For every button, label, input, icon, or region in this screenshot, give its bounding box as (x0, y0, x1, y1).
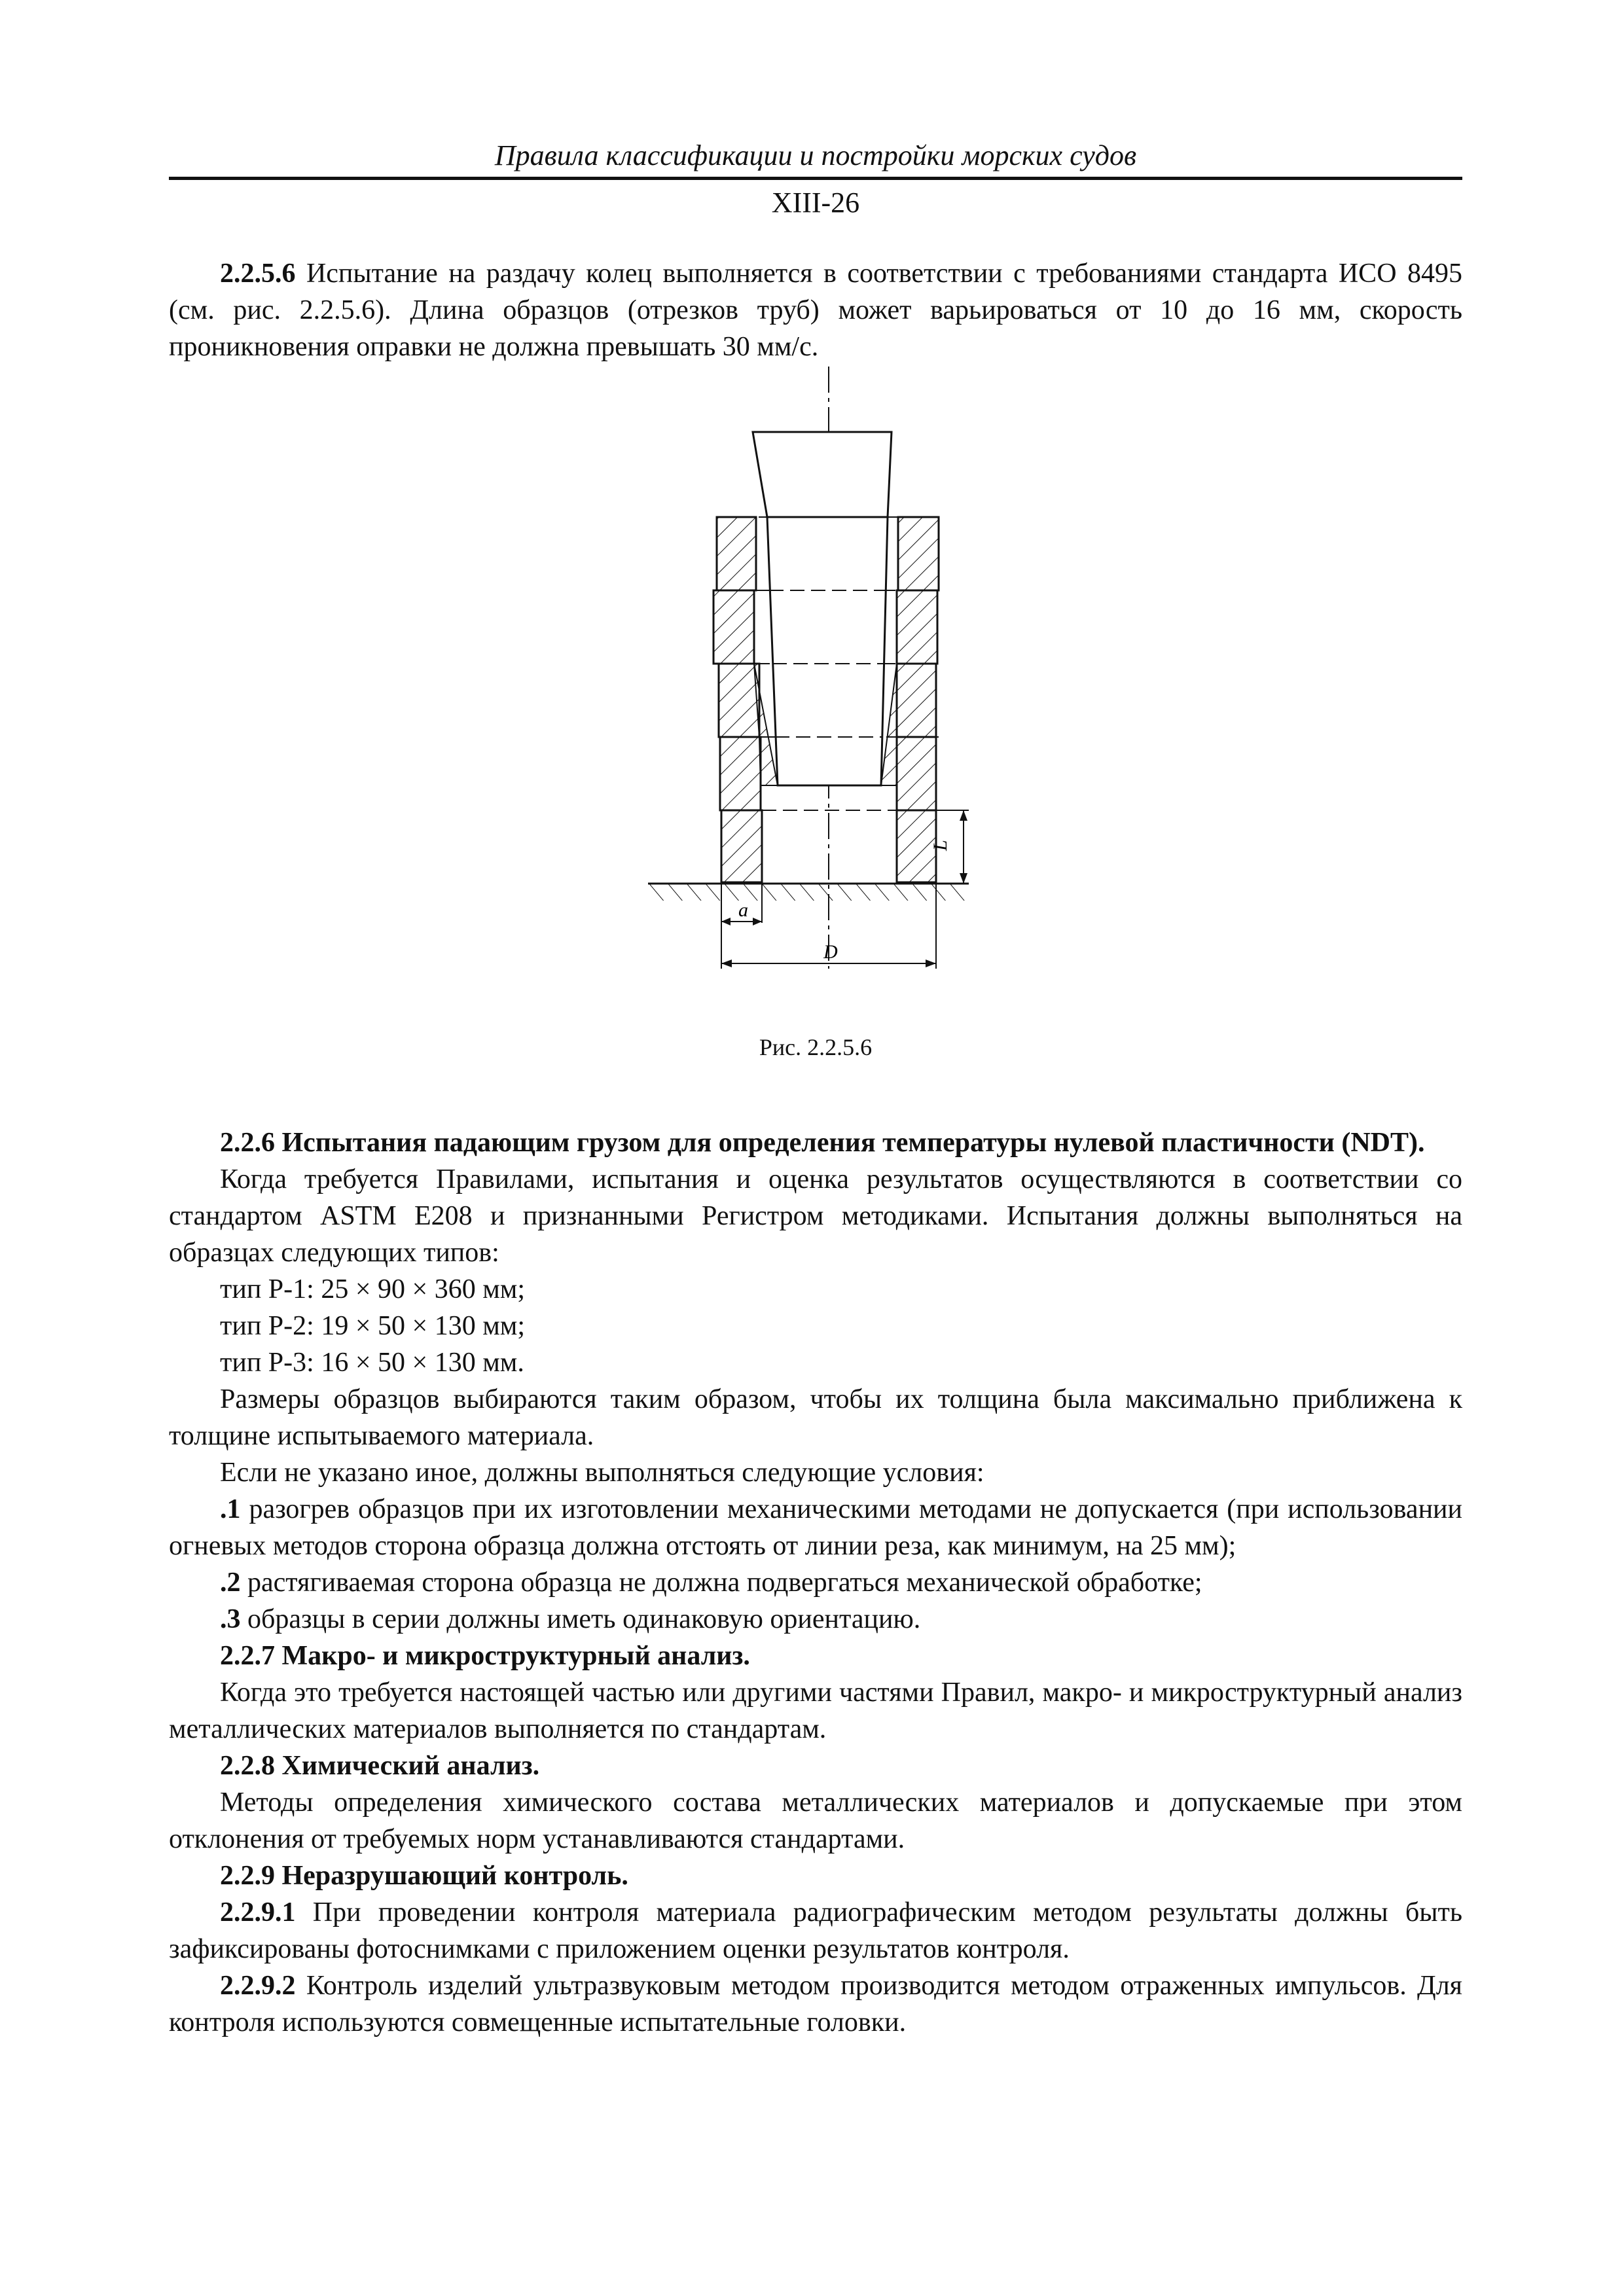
label-L: L (929, 840, 951, 851)
figure-caption: Рис. 2.2.5.6 (759, 1034, 873, 1060)
paragraph-2292 (169, 1967, 1462, 2041)
label-D: D (823, 941, 838, 963)
paragraph-226-sizes: Размеры образцов выбираются таким образом, чтобы их толщина была максимально приближена к толщине испытываемого материала. (169, 1384, 1462, 1451)
condition-3-text: образцы в серии должны иметь одинаковую ориентацию. (240, 1604, 921, 1634)
heading-226: 2.2.6 Испытания падающим грузом для определения температуры нулевой пластичности (NDT). (220, 1128, 1425, 1158)
clause-text-2291: При проведении контроля материала радиографическим методом результаты должны быть зафиксированы фотоснимками с приложением оценки результатов контроля. (169, 1897, 1462, 1964)
specimen-right-4 (897, 737, 936, 810)
paragraph-227: Когда это требуется настоящей частью или другими частями Правил, макро- и микроструктурный анализ металлических материалов выполняется по стандартам. (169, 1677, 1462, 1744)
specimen-left-1 (717, 517, 756, 590)
page-number: XIII-26 (771, 187, 860, 219)
specimen-left-4 (720, 737, 761, 810)
mandrel (753, 432, 892, 785)
specimen-right-3 (897, 664, 936, 737)
condition-2-text: растягиваемая сторона образца не должна подвергаться механической обработке; (240, 1568, 1202, 1598)
condition-3 (169, 1601, 1462, 1638)
ground-hatch (648, 884, 969, 901)
clause-number-2256: 2.2.5.6 (220, 259, 296, 289)
paragraph-226-intro: Когда требуется Правилами, испытания и оценка результатов осуществляются в соответствии со стандартом ASTM E208 и признанными Регистром методиками. Испытания должны выполняться на образцах следующих типов: (169, 1164, 1462, 1268)
heading-229: 2.2.9 Неразрушающий контроль. (220, 1861, 628, 1891)
condition-1 (169, 1491, 1462, 1564)
specimen-right-2 (897, 590, 937, 664)
specimen-left-2 (713, 590, 754, 664)
heading-227: 2.2.7 Макро- и микроструктурный анализ. (220, 1641, 750, 1671)
header-rule (169, 177, 1462, 180)
condition-1-number: .1 (220, 1494, 241, 1524)
clause-text-2256: Испытание на раздачу колец выполняется в соответствии с требованиями стандарта ИСО 8495 (см. рис. 2.2.5.6). Длина образцов (отрезков труб) может варьироваться от 10 до 16 мм, скорость проникновения оправки не должна превышать 30 мм/с. (169, 259, 1462, 362)
paragraph-2256 (169, 255, 1462, 365)
condition-2-number: .2 (220, 1568, 241, 1598)
specimen-right-1 (898, 517, 939, 590)
clause-number-2291: 2.2.9.1 (220, 1897, 296, 1928)
condition-3-number: .3 (220, 1604, 241, 1634)
condition-1-text: разогрев образцов при их изготовлении механическими методами не допускается (при использовании огневых методов сторона образца должна отстоять от линии реза, как минимум, на 25 мм); (169, 1494, 1462, 1561)
condition-2 (169, 1564, 1462, 1601)
paragraph-228: Методы определения химического состава металлических материалов и допускаемые при этом отклонения от требуемых норм устанавливаются стандартами. (169, 1787, 1462, 1854)
clause-number-2292: 2.2.9.2 (220, 1971, 296, 2001)
clause-text-2292: Контроль изделий ультразвуковым методом производится методом отраженных импульсов. Для контроля используются совмещенные испытательные головки. (169, 1971, 1462, 2037)
specimen-type-2: тип Р-2: 19 × 50 × 130 мм; (220, 1311, 526, 1341)
specimen-left-3 (719, 664, 759, 737)
paragraph-2291 (169, 1894, 1462, 1967)
heading-228: 2.2.8 Химический анализ. (220, 1751, 540, 1781)
specimen-left-5 (721, 810, 762, 882)
running-header-title: Правила классификации и постройки морских судов (494, 139, 1137, 171)
specimen-type-1: тип Р-1: 25 × 90 × 360 мм; (220, 1274, 526, 1304)
label-a: a (738, 899, 748, 921)
specimen-type-3: тип Р-3: 16 × 50 × 130 мм. (220, 1348, 524, 1378)
paragraph-226-conditions: Если не указано иное, должны выполняться следующие условия: (220, 1458, 984, 1488)
ring-expansion-figure (628, 367, 995, 995)
